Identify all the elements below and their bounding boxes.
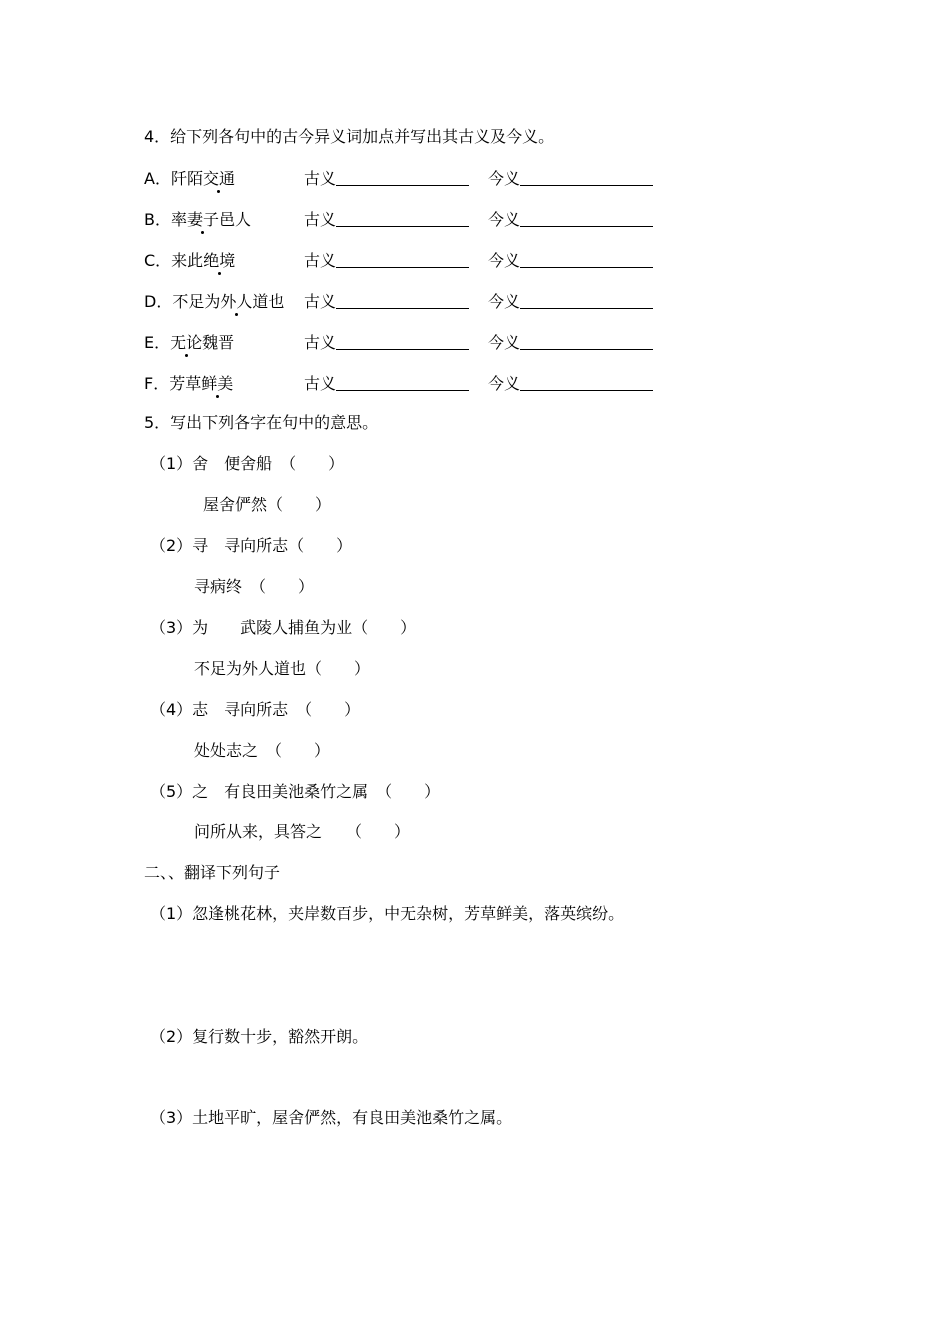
gu-answer-field[interactable]: 古义 bbox=[304, 207, 469, 230]
q4-item-text: D．不足为外人道也 bbox=[144, 292, 285, 311]
q4-item-b bbox=[144, 207, 664, 229]
q4-item-c bbox=[144, 248, 664, 270]
q5-line: 不足为外人道也（ ） bbox=[194, 659, 371, 678]
gu-answer-field[interactable]: 古义 bbox=[304, 371, 469, 394]
jin-answer-field[interactable]: 今义 bbox=[488, 207, 653, 230]
q5-line: 寻病终 （ ） bbox=[194, 577, 315, 596]
q4-item-e bbox=[144, 330, 664, 352]
translate-sentence: （1）忽逢桃花林，夹岸数百步，中无杂树，芳草鲜美，落英缤纷。 bbox=[150, 904, 625, 923]
q5-line: （2）寻 寻向所志（ ） bbox=[150, 536, 353, 555]
jin-answer-field[interactable]: 今义 bbox=[488, 166, 653, 189]
q5-line: （4）志 寻向所志 （ ） bbox=[150, 700, 361, 719]
q4-item-f bbox=[144, 371, 664, 393]
q5-line: 处处志之 （ ） bbox=[194, 741, 331, 760]
q4-item-text: F．芳草鲜美 bbox=[144, 374, 234, 393]
q5-line: 屋舍俨然（ ） bbox=[203, 495, 332, 514]
jin-answer-field[interactable]: 今义 bbox=[488, 330, 653, 353]
q5-line: （1）舍 便舍船 （ ） bbox=[150, 454, 345, 473]
translate-sentence: （2）复行数十步，豁然开朗。 bbox=[150, 1027, 369, 1046]
q4-item-text: E．无论魏晋 bbox=[144, 333, 235, 352]
q4-item-text: C．来此绝境 bbox=[144, 251, 236, 270]
q5-line: （3）为 武陵人捕鱼为业（ ） bbox=[150, 618, 417, 637]
jin-answer-field[interactable]: 今义 bbox=[488, 289, 653, 312]
translate-sentence: （3）土地平旷，屋舍俨然，有良田美池桑竹之属。 bbox=[150, 1108, 513, 1127]
q4-item-text: B．率妻子邑人 bbox=[144, 210, 252, 229]
gu-answer-field[interactable]: 古义 bbox=[304, 166, 469, 189]
q4-item-text: A．阡陌交通 bbox=[144, 169, 235, 188]
q4-item-d bbox=[144, 289, 664, 311]
q4-heading: 4．给下列各句中的古今异义词加点并写出其古义及今义。 bbox=[144, 127, 555, 146]
q5-line: （5）之 有良田美池桑竹之属 （ ） bbox=[150, 782, 441, 801]
section2-heading: 二、、翻译下列句子 bbox=[144, 863, 281, 882]
q4-item-a bbox=[144, 166, 664, 188]
jin-answer-field[interactable]: 今义 bbox=[488, 371, 653, 394]
gu-answer-field[interactable]: 古义 bbox=[304, 289, 469, 312]
gu-answer-field[interactable]: 古义 bbox=[304, 330, 469, 353]
q5-line: 问所从来，具答之 （ ） bbox=[194, 822, 411, 841]
gu-answer-field[interactable]: 古义 bbox=[304, 248, 469, 271]
q5-heading: 5．写出下列各字在句中的意思。 bbox=[144, 413, 379, 432]
jin-answer-field[interactable]: 今义 bbox=[488, 248, 653, 271]
